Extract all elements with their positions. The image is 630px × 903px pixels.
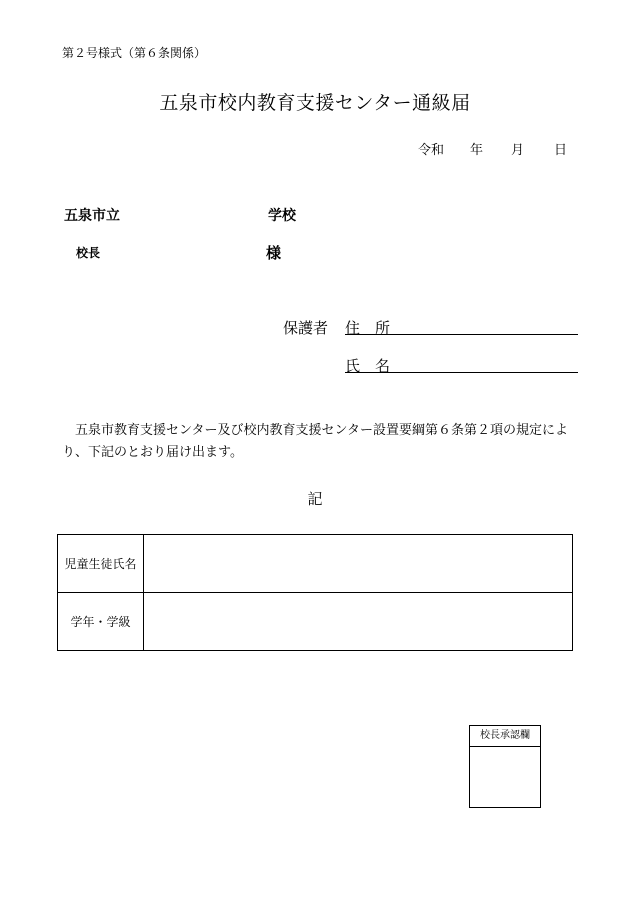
info-table: [57, 534, 573, 651]
table-row: [58, 535, 573, 593]
address-label: 住 所: [345, 319, 391, 337]
date-month: 月: [511, 143, 525, 158]
approval-box-label: 校長承認欄: [470, 726, 540, 747]
body-text: 五泉市教育支援センター及び校内教育支援センター設置要綱第６条第２項の規定により、下記のとおり届け出ます。: [62, 423, 568, 460]
date-year: 年: [470, 143, 484, 158]
addressee-honorific: 様: [266, 244, 282, 262]
approval-stamp-area[interactable]: [470, 747, 540, 809]
date-day: 日: [554, 143, 568, 158]
addressee-school-suffix: 学校: [268, 208, 296, 224]
principal-approval-box: [469, 725, 541, 808]
student-name-label: 児童生徒氏名: [58, 535, 144, 593]
document-title: 五泉市校内教育支援センター通級届: [159, 92, 471, 114]
grade-class-label: 学年・学級: [58, 593, 144, 651]
record-heading: 記: [307, 490, 323, 508]
addressee-school-prefix: 五泉市立: [64, 208, 120, 224]
date-era: 令和: [418, 143, 445, 158]
table-row: [58, 593, 573, 651]
address-field[interactable]: [345, 334, 578, 335]
guardian-label: 保護者: [283, 319, 329, 337]
addressee-principal: 校長: [76, 246, 101, 260]
name-field[interactable]: [345, 372, 578, 373]
name-label: 氏 名: [345, 357, 391, 375]
grade-class-field[interactable]: [144, 593, 573, 651]
form-number: 第２号様式（第６条関係）: [62, 46, 207, 60]
student-name-field[interactable]: [144, 535, 573, 593]
date-line: [418, 139, 567, 158]
